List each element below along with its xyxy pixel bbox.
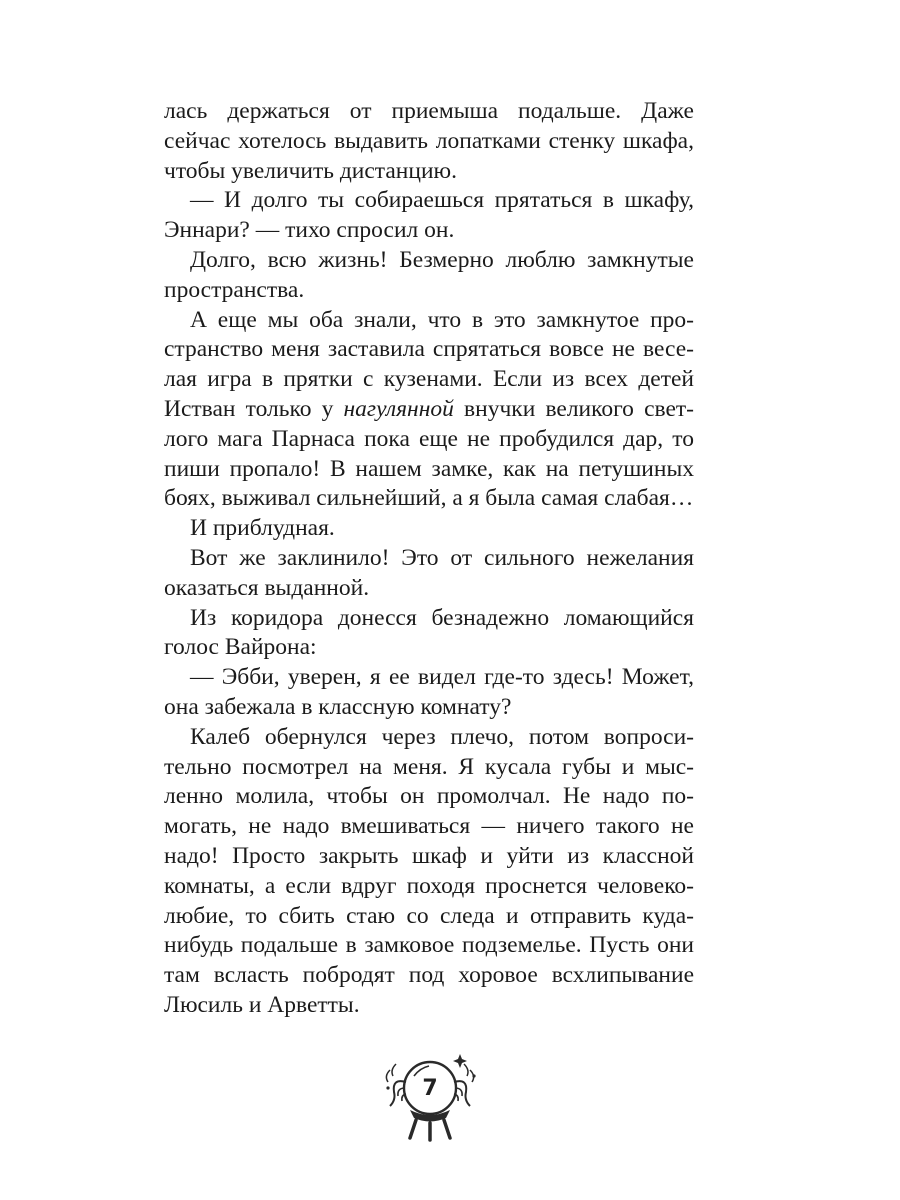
paragraph-text: И приблудная. xyxy=(190,515,335,542)
paragraph-text: Долго, всю жизнь! Безмерно люблю замкнутые пространства. xyxy=(164,246,694,303)
paragraph xyxy=(164,306,694,515)
paragraph xyxy=(164,723,694,1021)
paragraph-text: Из коридора донесся безнадежно ломающийся голос Вайрона: xyxy=(164,604,694,661)
page-number-ornament xyxy=(380,1048,490,1143)
paragraph-text: Калеб обернулся через плечо, потом вопросительно посмотрел на меня. Я кусала губы и мысленно молила, чтобы он промолчал. Не надо помогать, не надо вмешиваться — ничего такого не надо! Просто закрыть шкаф и уйти из классной комнаты, а если вдруг походя проснется человеколюбие, то сбить стаю со следа и отправить куданибудь подальше в замковое подземелье. Пусть они там всласть побродят под хоровое всхлипывание Люсиль и Арветты. xyxy=(164,723,694,1018)
paragraph xyxy=(164,186,694,246)
paragraph-text: — И долго ты собираешься прятаться в шкафу, Эннари? — тихо спросил он. xyxy=(164,187,694,244)
paragraph-text: лась держаться от приемыша подальше. Даже сейчас хотелось выдавить лопатками стенку шкафа, чтобы увеличить дистанцию. xyxy=(164,98,694,184)
paragraph xyxy=(164,604,694,664)
paragraph-text: Вот же заклинило! Это от сильного нежелания оказаться выданной. xyxy=(164,544,694,601)
paragraph xyxy=(164,544,694,604)
paragraph xyxy=(164,663,694,723)
paragraph xyxy=(164,246,694,306)
italic-text: нагулянной xyxy=(343,395,454,422)
page-body-text xyxy=(164,97,694,1021)
paragraph xyxy=(164,514,694,544)
paragraph-text: внучки великого светлого мага Парнаса пока еще не пробудился дар, то пиши пропало! В нашем замке, как на петушиных боях, выживал сильнейший, а я была самая слабая… xyxy=(164,395,694,512)
paragraph-text: — Эбби, уверен, я ее видел где-то здесь! Может, она забежала в классную комнату? xyxy=(164,664,694,720)
paragraph xyxy=(164,97,694,186)
paragraph-text: А еще мы оба знали, что в это замкнутое пространство меня заставила спрятаться вовсе не веселая игра в прятки с кузенами. Если из всех детей Истван только у xyxy=(164,306,694,422)
page-number: 7 xyxy=(422,1076,438,1101)
